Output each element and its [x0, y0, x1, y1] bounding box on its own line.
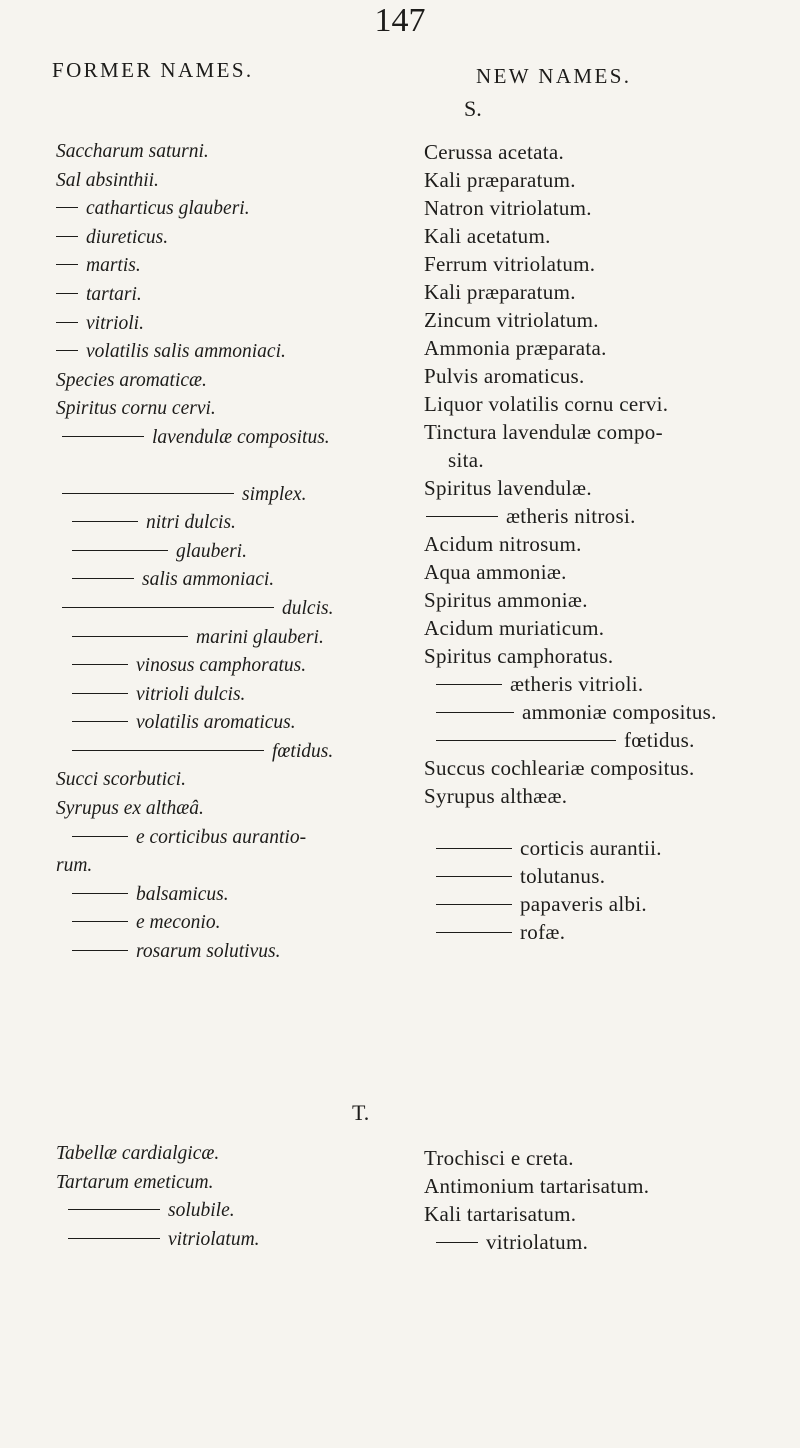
list-item: fœtidus. — [424, 726, 800, 754]
former-names-header: FORMER NAMES. — [52, 58, 254, 82]
list-item: Spiritus camphoratus. — [424, 644, 614, 668]
list-item: corticis aurantii. — [424, 834, 800, 862]
list-item: Cerussa acetata. — [424, 140, 565, 164]
list-item: glauberi. — [56, 538, 386, 567]
list-item: ætheris nitrosi. — [424, 502, 800, 530]
list-item: papaveris albi. — [424, 890, 800, 918]
list-item: Kali præparatum. — [424, 280, 576, 304]
list-item: Trochisci e creta. — [424, 1146, 574, 1170]
list-item: Natron vitriolatum. — [424, 196, 592, 220]
former-names-list-t — [56, 1140, 386, 1254]
list-item: Spiritus lavendulæ. — [424, 476, 592, 500]
list-item: e corticibus aurantio- — [56, 824, 386, 853]
list-item: Aqua ammoniæ. — [424, 560, 567, 584]
list-item: rum. — [56, 855, 93, 877]
list-item: tartari. — [56, 281, 386, 310]
list-item: Spiritus cornu cervi. — [56, 398, 216, 420]
list-item: tolutanus. — [424, 862, 800, 890]
list-item: vitrioli dulcis. — [56, 681, 386, 710]
list-item: Succi scorbutici. — [56, 769, 186, 791]
section-letter-t: T. — [352, 1100, 370, 1125]
list-item: Spiritus ammoniæ. — [424, 588, 588, 612]
list-item: rosarum solutivus. — [56, 938, 386, 967]
section-letter-s: S. — [464, 96, 482, 121]
list-item: Zincum vitriolatum. — [424, 308, 599, 332]
list-item: Liquor volatilis cornu cervi. — [424, 392, 669, 416]
list-item: Kali præparatum. — [424, 168, 576, 192]
list-item: Kali acetatum. — [424, 224, 551, 248]
list-item: Pulvis aromaticus. — [424, 364, 585, 388]
former-names-list-s — [56, 138, 386, 967]
page-number: 147 — [374, 2, 426, 39]
list-item: martis. — [56, 252, 386, 281]
list-item: vitriolatum. — [56, 1226, 386, 1255]
list-item: nitri dulcis. — [56, 509, 386, 538]
list-item: Tartarum emeticum. — [56, 1171, 214, 1193]
list-item: Species aromaticæ. — [56, 369, 207, 391]
list-item: volatilis salis ammoniaci. — [56, 338, 386, 367]
new-names-list-t — [424, 1144, 800, 1256]
list-item: Syrupus althææ. — [424, 784, 568, 808]
list-item: vinosus camphoratus. — [56, 652, 386, 681]
list-item: balsamicus. — [56, 881, 386, 910]
list-item: Tinctura lavendulæ compo- — [424, 420, 663, 444]
new-names-header: NEW NAMES. — [476, 64, 632, 88]
list-item: diureticus. — [56, 224, 386, 253]
list-item: fœtidus. — [56, 738, 386, 767]
list-item: marini glauberi. — [56, 624, 386, 653]
list-item: Tabellæ cardialgicæ. — [56, 1143, 220, 1164]
list-item: volatilis aromaticus. — [56, 709, 386, 738]
list-item: vitriolatum. — [424, 1228, 800, 1256]
list-item: dulcis. — [56, 595, 386, 624]
list-item: Sal absinthii. — [56, 169, 159, 191]
list-item: Saccharum saturni. — [56, 141, 209, 162]
list-item: Ammonia præparata. — [424, 336, 607, 360]
list-item: ætheris vitrioli. — [424, 670, 800, 698]
list-item: rofæ. — [424, 918, 800, 946]
list-item: sita. — [448, 448, 484, 472]
list-item: vitrioli. — [56, 310, 386, 339]
new-names-list-s — [424, 138, 800, 946]
list-item: Ferrum vitriolatum. — [424, 252, 596, 276]
list-item: Acidum muriaticum. — [424, 616, 605, 640]
list-item: e meconio. — [56, 909, 386, 938]
list-item: simplex. — [56, 481, 386, 510]
list-item: Succus cochleariæ compositus. — [424, 756, 695, 780]
list-item: Acidum nitrosum. — [424, 532, 582, 556]
list-item: Syrupus ex althæâ. — [56, 798, 204, 820]
list-item: catharticus glauberi. — [56, 195, 386, 224]
list-item: ammoniæ compositus. — [424, 698, 800, 726]
list-item: solubile. — [56, 1197, 386, 1226]
list-item: Kali tartarisatum. — [424, 1202, 577, 1226]
list-item: lavendulæ compositus. — [56, 424, 386, 453]
list-item: salis ammoniaci. — [56, 566, 386, 595]
list-item: Antimonium tartarisatum. — [424, 1174, 650, 1198]
